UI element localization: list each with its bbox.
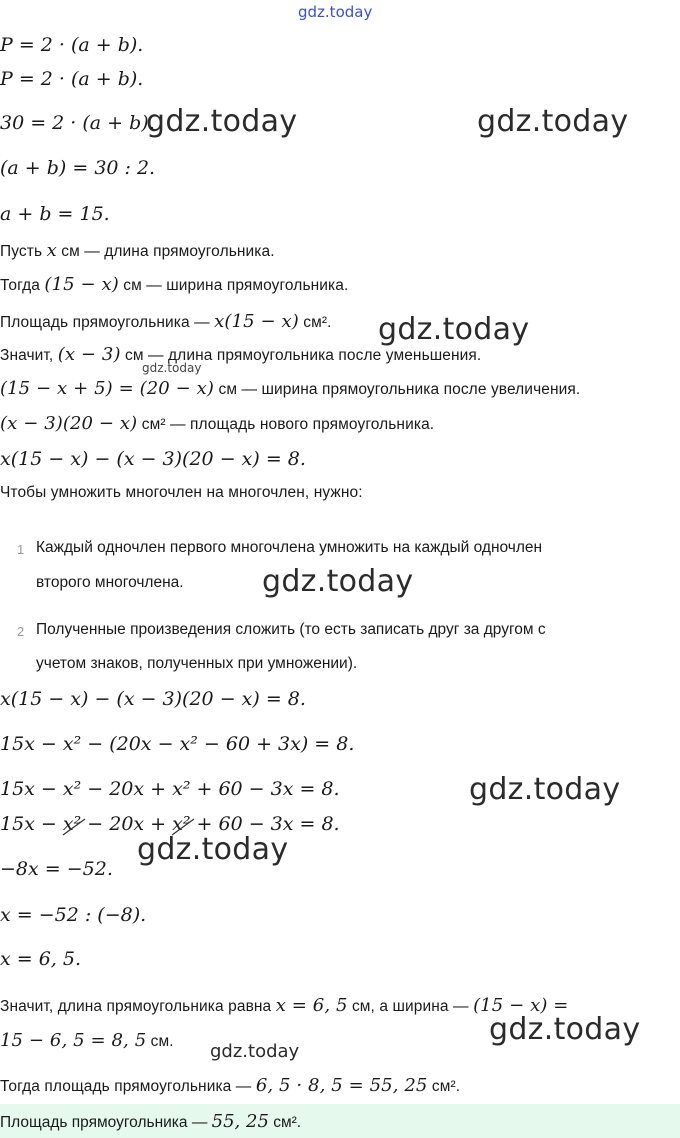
list-item-text: учетом знаков, полученных при умножении). — [36, 655, 358, 672]
strike-mark-icon — [61, 815, 87, 837]
equation-line: −8x = −52. — [0, 858, 113, 880]
text-line: Тогда (15 − x) см — ширина прямоугольника. — [0, 274, 349, 295]
watermark: gdz.today — [469, 772, 621, 807]
text-line: Тогда площадь прямоугольника — 6, 5 · 8, 5 = 55, 25 см². — [0, 1075, 461, 1096]
strike-mark-icon — [170, 815, 196, 837]
text-line: Пусть x см — длина прямоугольника. — [0, 240, 275, 261]
equation-line: a + b = 15. — [0, 203, 110, 225]
equation-line: x = 6, 5. — [0, 948, 82, 970]
text-line: Площадь прямоугольника — x(15 − x) см². — [0, 311, 332, 332]
equation-line: P = 2 · (a + b). — [0, 34, 144, 56]
watermark-top: gdz.today — [298, 3, 373, 21]
list-number: 1 — [17, 542, 25, 557]
watermark: gdz.today — [489, 1012, 641, 1047]
list-number: 2 — [17, 624, 25, 639]
text-line: Чтобы умножить многочлен на многочлен, нужно: — [0, 484, 363, 501]
equation-line: 30 = 2 · (a + b). — [0, 112, 155, 134]
text-line: 15 − 6, 5 = 8, 5 см. — [0, 1030, 174, 1051]
list-item-text: второго многочлена. — [36, 574, 184, 591]
watermark-small: gdz.today — [142, 361, 202, 375]
watermark: gdz.today — [262, 564, 414, 599]
equation-line-with-cancellation: 15x − x² − 20x + x² + 60 − 3x = 8. — [0, 813, 340, 835]
answer-text: Площадь прямоугольника — 55, 25 см². — [0, 1111, 302, 1132]
equation-line: 15x − x² − (20x − x² − 60 + 3x) = 8. — [0, 733, 355, 755]
equation-line: (a + b) = 30 : 2. — [0, 157, 156, 179]
list-item-text: Полученные произведения сложить (то есть записать друг за другом с — [36, 621, 546, 638]
watermark: gdz.today — [378, 312, 530, 347]
equation-line: x(15 − x) − (x − 3)(20 − x) = 8. — [0, 448, 306, 470]
watermark: gdz.today — [137, 832, 289, 867]
watermark: gdz.today — [210, 1041, 300, 1062]
equation-line: x = −52 : (−8). — [0, 904, 147, 926]
equation-line: 15x − x² − 20x + x² + 60 − 3x = 8. — [0, 778, 340, 800]
equation-line: P = 2 · (a + b). — [0, 68, 144, 90]
list-item-text: Каждый одночлен первого многочлена умножить на каждый одночлен — [36, 539, 543, 556]
watermark: gdz.today — [146, 104, 298, 139]
text-line: Значит, (x − 3) см — длина прямоугольника после уменьшения. — [0, 344, 482, 365]
cancelled-term: x² — [172, 813, 190, 835]
text-line: (15 − x + 5) = (20 − x) см — ширина прямоугольника после увеличения. — [0, 378, 581, 399]
answer-box — [0, 1104, 680, 1138]
watermark: gdz.today — [477, 104, 629, 139]
cancelled-term: x² — [63, 813, 81, 835]
text-line: (x − 3)(20 − x) см² — площадь нового прямоугольника. — [0, 413, 435, 434]
text-line: Значит, длина прямоугольника равна x = 6, 5 см, а ширина — (15 − x) = — [0, 995, 569, 1016]
equation-line: x(15 − x) − (x − 3)(20 − x) = 8. — [0, 688, 306, 710]
